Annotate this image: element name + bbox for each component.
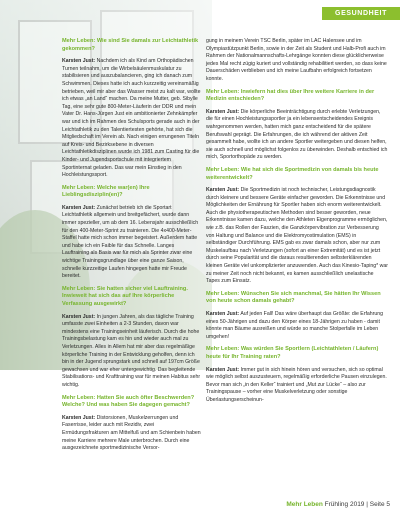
paragraph-text: In jungen Jahren, als das tägliche Training umfasste zwei Einheiten a 2-3 Stunden, davon war mindestens eine Trainingseinheit läuferisch. Durch die hohe Trainingsbelastung kam es hin und wieder auch mal zu Verletzungen. Alles in Allem hat mir aber das regelmäßige körperliche Training in der Entwicklung geholfen, denn ich bin in der Jugend sprungstark und schnell auf 197cm Größe gewachsen und war eher untergewichtig. Das begleitende Stabilisations- und Krafttraining war für meinen Habitus sehr wichtig. [62,313,201,388]
interview-answer [206,38,388,84]
speaker-label: Karsten Just: [206,311,240,317]
paragraph-text: Auf jeden Fall! Das wäre überhaupt das Größte: die Erfahrung eines 50-Jährigen und dazu den Körper eines 18-Jährigen zu haben - damit könnte man Bäume ausreißen und würde so manche Stolperfalle im Leben umgehen! [206,311,384,340]
speaker-label: Mehr Leben: [62,38,96,44]
footer-issue: Frühling 2019 [324,501,365,508]
interview-answer [62,314,202,390]
speaker-label: Mehr Leben: [206,166,240,173]
speaker-label: Mehr Leben: [62,394,96,401]
interview-question [206,89,388,104]
paragraph-text: gung in meinem Verein TSC Berlin, später im LAC Halensee und im Olympiastützpunkt Berlin, sowie in der Zeit als Student und Halb-Profi auch im Rahmen der Nationalmannschafts-Lehrgänge konnten diese glücklicherweise jedes Mal recht zügig kuriert und vollständig rehabilitiert werden, so dass keine Dauerschäden verblieben und ich meine Laufbahn erfolgreich fortsetzen konnte. [206,38,387,82]
interview-question [206,346,388,361]
speaker-label: Karsten Just: [206,187,240,194]
paragraph-text: Zunächst betrieb ich die Sportart Leichtathletik allgemein und breitgefächert, wurde dann immer spezieller, um ab dem 16. Lebensjahr ausschließlich für den 400-Meter-Sprint zu trainieren. Die 4x400-Meter-Staffel hatte mich schon immer begeistert. Außerdem hatte und habe ich ein Faible für das Schnelle. Langes Lauftraining als Basis war für mich als Sprinter zwar eine wichtige Trainingsgrundlage über eine ganze Saison, schnelle kurzzeitige Laufen hingegen hatte mir Freude bereitet. [62,204,199,280]
interview-question [62,395,202,410]
speaker-label: Karsten Just: [62,313,96,320]
speaker-label: Karsten Just: [62,58,96,65]
paragraph-text: Sie hatten sicher viel Lauftraining. Inwieweit hat sich das auf Ihre körperliche Verfassung ausgewirkt? [62,285,188,307]
section-tag: GESUNDHEIT [322,7,400,20]
paragraph-text: Hatten Sie auch öfter Beschwerden? Welche? Und was haben Sie dagegen gemacht? [62,394,195,409]
speaker-label: Mehr Leben: [206,290,240,297]
interview-question [62,185,202,200]
speaker-label: Karsten Just: [206,366,240,373]
paragraph-text: Welche war(en) Ihre Lieblingsdisziplin(en)? [62,184,150,199]
speaker-label: Mehr Leben: [62,285,96,292]
footer-page: Seite 5 [369,501,390,508]
speaker-label: Mehr Leben: [62,184,96,191]
interview-answer [206,109,388,162]
footer-separator: | [366,501,368,508]
speaker-label: Mehr Leben: [206,88,240,95]
interview-answer [206,367,388,405]
right-text-column [206,38,388,410]
page-footer [286,501,390,508]
paragraph-text: Was würden Sie Sportlern (Leichtathleten / Läufern) heute für Ihr Training raten? [206,346,379,360]
interview-question [206,291,388,306]
paragraph-text: Wünschen Sie sich manchmal, Sie hätten Ihr Wissen von heute schon damals gehabt? [206,290,381,305]
paragraph-text: Die körperliche Beeinträchtigung durch erlebte Verletzungen, die für einen Hochleistungssportler ja ein lebensentscheidendes Ereignis wahrgenommen werden, hatten mich ganz entscheidend für die spätere Berufswahl geprägt. Die Erfahrungen, die ich während der aktiven Zeit gesammelt habe, wollte ich an andere Sportler weitergeben und diesen helfen, sie auch schnell und möglichst folgenlos zu überwinden. Deshalb entschied ich mich, Sportorthopäde zu werden. [206,108,388,161]
paragraph-text: Die Sportmedizin ist noch technischer, Leistungsdiagnostik durch kleinere und bessere Geräte einfacher geworden. Die Erkenntnisse und Möglichkeiten der Ernährung für Sportler haben sich enorm weiterentwickelt. Auch die physiotherapeutischen Methoden sind besser geworden, neue Erkenntnisse kamen dazu, welche den Athleten Eigenprogramme ermöglichen, wie z.B. das Rollen der Faszien, die Ganzkörpervibration zur Verbesserung von Haltung und Balance und die Elektromyostimulation (EMS) in selbständiger Durchführung. EMS gab es zwar damals schon, aber nur zum Muskelaufbau nach Verletzungen (sofort an einer Extremität) und es ist jetzt durch seine Popularität und die daraus resultierenden selbsterklärenden kleinen Geräte viel unkomplizierter anzuwenden. Auch das Kinesio-Taping* war zu meiner Zeit noch nicht bekannt, es kamen ausschließlich unelastische Tapes zum Einsatz. [206,187,388,285]
left-text-column [62,38,202,458]
paragraph-text: Wie sind Sie damals zur Leichtathletik gekommen? [62,38,199,52]
interview-answer [62,58,202,180]
paragraph-text: Immer gut in sich hinein hören und versuchen, sich so optimal wie möglich selbst auszusteuern, regelmäßig erforderliche Pausen einzulegen. Bevor man sich „in den Keller“ trainiert und „Mut zur Lücke“ – also zur Trainingspause – vorher eine Muskelverletzung oder sonstige Überlastungserscheinun- [206,366,387,403]
speaker-label: Karsten Just: [62,414,96,421]
interview-question [206,167,388,182]
paragraph-text: Nachdem ich als Kind am Orthopädischen Turnen teilnahm, um die Wirbelsäulenmuskulatur zu stabilisieren und auszubalancieren, ging ich danach zum Schwimmen. Dieses hatte ich auch kurzzeitig vereinsmäßig betrieben, weil mir aber das Wasser meist zu kalt war, wollte ich etwas „an Land“ machen. Da meine Mutter, geb. Sibylle Tag, eine sehr gute 800-Meter-Läuferin der DDR und mein Vater Dr. Hans-Jürgen Just ein ambitionierter Zehnkämpfer war und ich im Rahmen des Schulsports gerade auch in der Leichtathletik zu den Talentiertesten gehörte, hat sich die Mitgliedschaft im Verein ab. Nach einigen errungenen Titeln auf Kreis- und Bezirksebene in diversen Leichtathletikdisziplinen wurde ich 1981 zum Casting für die Kinder- und Jugendsportschule mit integriertem Sportinternat geladen. Das war mein Einstieg in den Hochleistungssport. [62,58,201,179]
interview-answer [62,415,202,453]
paragraph-text: Wie hat sich die Sportmedizin von damals bis heute weiterentwickelt? [206,166,379,181]
speaker-label: Karsten Just: [206,108,240,115]
interview-question [62,38,202,53]
interview-answer [206,311,388,341]
footer-magazine: Mehr Leben [286,501,323,508]
paragraph-text: Distorsionen, Muskelzerrungen und Faserrisse, leider auch mit Rezidiv, zwei Ermüdungsfrakturen am Mittelfuß und am Schienbein haben meine Karriere mehrere Male unterbrochen. Durch eine ausgezeichnete sportmedizinische Versor- [62,414,201,452]
speaker-label: Mehr Leben: [206,346,240,353]
interview-question [62,286,202,309]
interview-answer [62,205,202,281]
speaker-label: Karsten Just: [62,204,96,211]
interview-answer [206,187,388,286]
paragraph-text: Inwiefern hat dies über Ihre weitere Karriere in der Medizin entschieden? [206,88,375,103]
